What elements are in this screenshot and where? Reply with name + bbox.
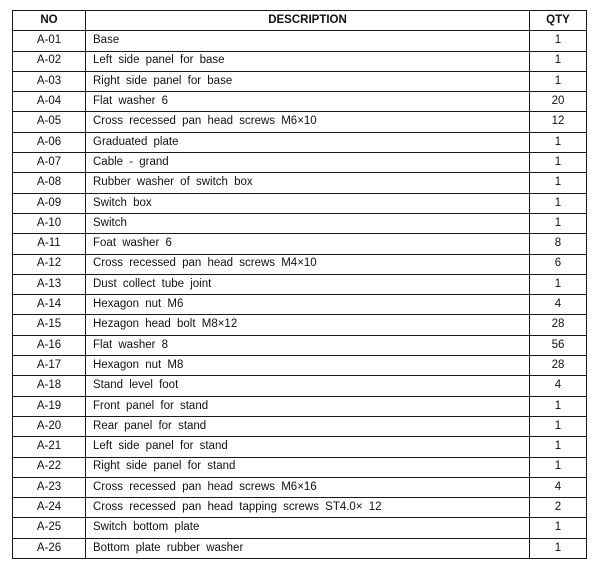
table-row — [13, 477, 587, 497]
table-row — [13, 396, 587, 416]
table-row — [13, 51, 587, 71]
part-quantity-cell: 1 — [530, 132, 587, 152]
table-row — [13, 92, 587, 112]
table-row — [13, 437, 587, 457]
part-number-cell: A-17 — [13, 356, 86, 376]
part-description-cell: Flat washer 6 — [86, 92, 530, 112]
part-description-cell: Switch box — [86, 193, 530, 213]
table-row — [13, 274, 587, 294]
part-quantity-cell: 4 — [530, 295, 587, 315]
table-row — [13, 416, 587, 436]
part-quantity-cell: 8 — [530, 234, 587, 254]
part-description-cell: Front panel for stand — [86, 396, 530, 416]
table-row — [13, 356, 587, 376]
part-number-cell: A-23 — [13, 477, 86, 497]
part-number-cell: A-14 — [13, 295, 86, 315]
table-row — [13, 315, 587, 335]
table-row — [13, 193, 587, 213]
part-quantity-cell: 1 — [530, 31, 587, 51]
table-body — [13, 31, 587, 559]
part-description-cell: Hexagon nut M8 — [86, 356, 530, 376]
part-number-cell: A-01 — [13, 31, 86, 51]
part-number-cell: A-22 — [13, 457, 86, 477]
part-quantity-cell: 56 — [530, 335, 587, 355]
part-description-cell: Cable - grand — [86, 153, 530, 173]
part-description-cell: Hezagon head bolt M8×12 — [86, 315, 530, 335]
table-row — [13, 132, 587, 152]
part-quantity-cell: 4 — [530, 477, 587, 497]
part-quantity-cell: 28 — [530, 356, 587, 376]
part-description-cell: Switch bottom plate — [86, 518, 530, 538]
table-row — [13, 457, 587, 477]
part-number-cell: A-04 — [13, 92, 86, 112]
part-quantity-cell: 2 — [530, 498, 587, 518]
table-row — [13, 112, 587, 132]
part-description-cell: Right side panel for base — [86, 71, 530, 91]
part-description-cell: Stand level foot — [86, 376, 530, 396]
part-description-cell: Base — [86, 31, 530, 51]
part-description-cell: Dust collect tube joint — [86, 274, 530, 294]
table-row — [13, 254, 587, 274]
part-quantity-cell: 1 — [530, 213, 587, 233]
part-number-cell: A-10 — [13, 213, 86, 233]
table-row — [13, 234, 587, 254]
column-header-qty: QTY — [530, 11, 587, 31]
table-row — [13, 213, 587, 233]
part-quantity-cell: 1 — [530, 457, 587, 477]
table-row — [13, 153, 587, 173]
part-number-cell: A-06 — [13, 132, 86, 152]
part-number-cell: A-05 — [13, 112, 86, 132]
part-quantity-cell: 1 — [530, 71, 587, 91]
part-number-cell: A-19 — [13, 396, 86, 416]
part-description-cell: Right side panel for stand — [86, 457, 530, 477]
part-quantity-cell: 1 — [530, 51, 587, 71]
part-quantity-cell: 20 — [530, 92, 587, 112]
part-number-cell: A-24 — [13, 498, 86, 518]
part-quantity-cell: 1 — [530, 274, 587, 294]
table-row — [13, 335, 587, 355]
part-description-cell: Switch — [86, 213, 530, 233]
part-number-cell: A-08 — [13, 173, 86, 193]
part-quantity-cell: 1 — [530, 153, 587, 173]
part-number-cell: A-20 — [13, 416, 86, 436]
part-number-cell: A-26 — [13, 538, 86, 558]
part-quantity-cell: 4 — [530, 376, 587, 396]
part-description-cell: Cross recessed pan head screws M6×16 — [86, 477, 530, 497]
part-number-cell: A-02 — [13, 51, 86, 71]
part-quantity-cell: 1 — [530, 396, 587, 416]
table-row — [13, 295, 587, 315]
part-quantity-cell: 12 — [530, 112, 587, 132]
part-description-cell: Flat washer 8 — [86, 335, 530, 355]
part-quantity-cell: 6 — [530, 254, 587, 274]
part-description-cell: Bottom plate rubber washer — [86, 538, 530, 558]
part-number-cell: A-25 — [13, 518, 86, 538]
part-description-cell: Foat washer 6 — [86, 234, 530, 254]
table-row — [13, 538, 587, 558]
column-header-no: NO — [13, 11, 86, 31]
part-description-cell: Left side panel for stand — [86, 437, 530, 457]
part-number-cell: A-13 — [13, 274, 86, 294]
part-description-cell: Left side panel for base — [86, 51, 530, 71]
part-quantity-cell: 1 — [530, 193, 587, 213]
part-description-cell: Cross recessed pan head screws M6×10 — [86, 112, 530, 132]
table-row — [13, 498, 587, 518]
part-number-cell: A-15 — [13, 315, 86, 335]
part-number-cell: A-12 — [13, 254, 86, 274]
part-description-cell: Hexagon nut M6 — [86, 295, 530, 315]
part-number-cell: A-09 — [13, 193, 86, 213]
part-quantity-cell: 1 — [530, 416, 587, 436]
table-row — [13, 71, 587, 91]
table-row — [13, 173, 587, 193]
table-row — [13, 376, 587, 396]
part-quantity-cell: 1 — [530, 538, 587, 558]
part-quantity-cell: 1 — [530, 518, 587, 538]
part-number-cell: A-11 — [13, 234, 86, 254]
part-number-cell: A-07 — [13, 153, 86, 173]
part-quantity-cell: 1 — [530, 437, 587, 457]
part-number-cell: A-03 — [13, 71, 86, 91]
part-description-cell: Graduated plate — [86, 132, 530, 152]
table-row — [13, 31, 587, 51]
part-number-cell: A-18 — [13, 376, 86, 396]
column-header-description: DESCRIPTION — [86, 11, 530, 31]
part-description-cell: Rear panel for stand — [86, 416, 530, 436]
table-header-row — [13, 11, 587, 31]
part-quantity-cell: 1 — [530, 173, 587, 193]
part-number-cell: A-16 — [13, 335, 86, 355]
part-description-cell: Cross recessed pan head tapping screws ST4.0× 12 — [86, 498, 530, 518]
table-row — [13, 518, 587, 538]
part-description-cell: Rubber washer of switch box — [86, 173, 530, 193]
part-number-cell: A-21 — [13, 437, 86, 457]
part-description-cell: Cross recessed pan head screws M4×10 — [86, 254, 530, 274]
part-quantity-cell: 28 — [530, 315, 587, 335]
parts-list-table — [12, 10, 587, 559]
